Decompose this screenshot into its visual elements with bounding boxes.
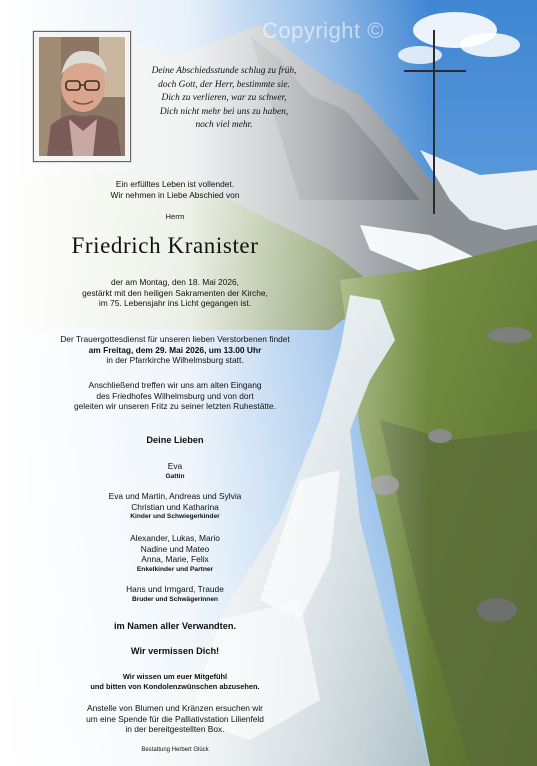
family-group bbox=[0, 461, 355, 481]
sympathy-line: und bitten von Kondolenzwünschen abzusehen. bbox=[90, 682, 260, 691]
family-group bbox=[0, 584, 355, 604]
family-group bbox=[0, 533, 355, 574]
salutation: Herrn bbox=[165, 212, 185, 221]
poem-line: Dich nicht mehr bei uns zu haben, bbox=[159, 106, 289, 117]
poem-line: Deine Abschiedsstunde schlug zu früh, bbox=[151, 66, 297, 76]
burial-line: Anschließend treffen wir uns am alten Eingang bbox=[88, 380, 262, 390]
death-info-line: im 75. Lebensjahr ins Licht gegangen ist. bbox=[98, 298, 252, 309]
family-group bbox=[0, 491, 355, 521]
family-names: Hans und Irmgard, Traude bbox=[126, 584, 224, 594]
burial-line: geleiten wir unseren Fritz zu seiner letzten Ruhestätte. bbox=[73, 401, 277, 412]
poem-line: Dich zu verlieren, war zu schwer, bbox=[161, 93, 287, 104]
sympathy-note bbox=[0, 672, 355, 692]
burial-line: des Friedhofes Wilhelmsburg und von dort bbox=[96, 390, 254, 401]
donation-line: in der bereitgestellten Box. bbox=[125, 724, 225, 735]
undertaker: Bestattung Herbert Glück bbox=[141, 747, 209, 753]
family-names: Eva und Martin, Andreas und Sylvia bbox=[108, 491, 242, 501]
intro-line: Ein erfülltes Leben ist vollendet. bbox=[115, 179, 235, 189]
family-names: Nadine und Mateo bbox=[140, 543, 210, 554]
service-date: am Freitag, dem 29. Mai 2026, um 13.00 Uhr bbox=[88, 344, 262, 355]
family-relation: Kinder und Schwiegerkinder bbox=[130, 513, 220, 521]
family-relation: Gattin bbox=[165, 472, 185, 480]
death-info-line: der am Montag, den 18. Mai 2026, bbox=[110, 277, 240, 287]
service-line: Der Trauergottesdienst für unseren lieben Verstorbenen findet bbox=[60, 334, 290, 344]
death-info bbox=[0, 277, 355, 309]
all-relatives: im Namen aller Verwandten. bbox=[113, 621, 237, 631]
sympathy-line: Wir wissen um euer Mitgefühl bbox=[122, 672, 228, 681]
intro-text bbox=[0, 179, 355, 200]
intro-line: Wir nehmen in Liebe Abschied von bbox=[110, 189, 240, 200]
poem-line: noch viel mehr. bbox=[195, 120, 253, 131]
donation-note bbox=[0, 703, 355, 735]
family-heading: Deine Lieben bbox=[146, 435, 204, 445]
poem-line: doch Gott, der Herr, bestimmte sie. bbox=[158, 79, 290, 90]
funeral-service-info bbox=[0, 334, 355, 366]
portrait-image bbox=[39, 37, 125, 156]
portrait-photo bbox=[33, 31, 131, 162]
copyright-watermark: Copyright © bbox=[262, 18, 384, 43]
death-info-line: gestärkt mit den heiligen Sakramenten der Kirche, bbox=[82, 287, 268, 298]
family-names: Christian und Katharina bbox=[131, 501, 219, 512]
family-relation: Enkelkinder und Partner bbox=[136, 565, 214, 573]
cross-icon bbox=[404, 30, 466, 214]
family-names: Eva bbox=[167, 461, 183, 471]
family-names: Anna, Marie, Felix bbox=[141, 554, 209, 565]
donation-line: um eine Spende für die Palliativstation Lilienfeld bbox=[86, 713, 264, 724]
deceased-name: Friedrich Kranister bbox=[71, 233, 259, 258]
donation-line: Anstelle von Blumen und Kränzen ersuchen wir bbox=[87, 703, 263, 713]
miss-you: Wir vermissen Dich! bbox=[130, 646, 220, 656]
family-names: Alexander, Lukas, Mario bbox=[130, 533, 220, 543]
farewell-poem bbox=[120, 65, 328, 133]
burial-info bbox=[0, 380, 355, 412]
service-line: in der Pfarrkirche Wilhelmsburg statt. bbox=[106, 355, 244, 366]
family-relation: Bruder und Schwägerinnen bbox=[131, 595, 219, 603]
